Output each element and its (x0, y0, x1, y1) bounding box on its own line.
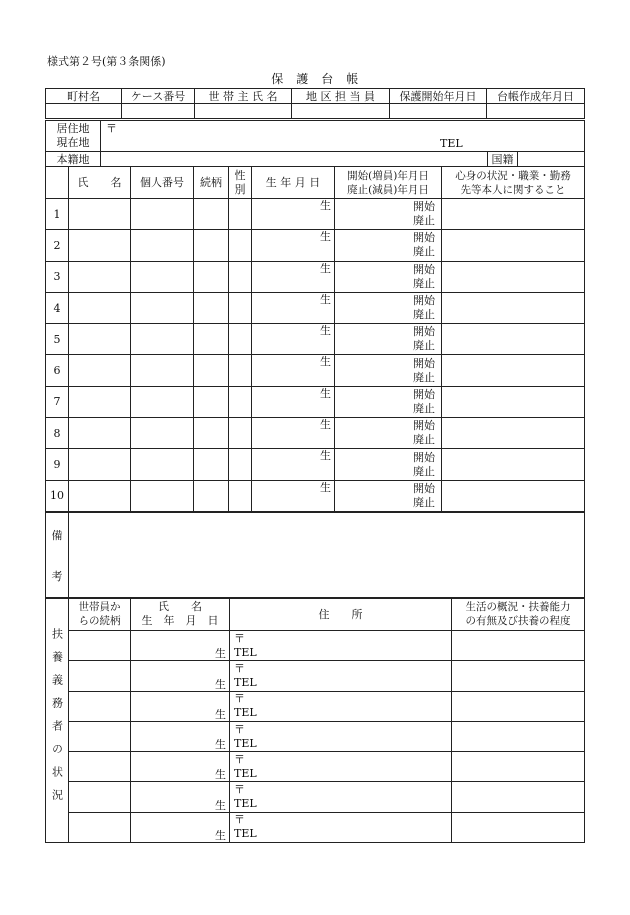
member-status-field[interactable] (442, 386, 585, 417)
member-personal-number-field[interactable] (131, 292, 194, 323)
supporter-relation-field[interactable] (69, 721, 131, 751)
supporter-birth-mark: 生 (215, 647, 226, 661)
header-table (45, 88, 585, 119)
member-start-end-field[interactable] (335, 480, 442, 511)
member-row (46, 449, 585, 480)
residence-label: 居住地 (56, 122, 90, 135)
member-sex-field[interactable] (229, 480, 252, 511)
birth-mark: 生 (320, 292, 331, 306)
member-row-number: 3 (46, 261, 69, 292)
remarks-label (46, 513, 69, 599)
member-status-field[interactable] (442, 324, 585, 355)
postal-mark: 〒 (106, 122, 117, 135)
sex-header-line1: 性 (234, 168, 246, 182)
member-row (46, 292, 585, 323)
member-row (46, 324, 585, 355)
supporter-tel-label: TEL (234, 827, 257, 841)
member-relation-field[interactable] (194, 418, 229, 449)
member-name-field[interactable] (69, 292, 131, 323)
supporter-postal-mark: 〒 (234, 661, 245, 675)
start-label: 開始 (413, 387, 435, 401)
member-birth-field[interactable] (252, 386, 335, 417)
member-birth-field[interactable] (252, 355, 335, 386)
member-birth-field[interactable] (252, 480, 335, 511)
supporter-row (46, 631, 585, 661)
member-relation-field[interactable] (194, 199, 229, 230)
supporter-relation-field[interactable] (69, 661, 131, 691)
members-table (45, 166, 585, 512)
supporter-relation-field[interactable] (69, 782, 131, 812)
protection-start-header: 保護開始年月日 (390, 89, 487, 104)
member-sex-field[interactable] (229, 199, 252, 230)
supporter-postal-mark: 〒 (234, 813, 245, 827)
town-field[interactable] (46, 104, 122, 119)
member-birth-field[interactable] (252, 292, 335, 323)
supporter-address-field[interactable] (230, 721, 452, 751)
member-row-number: 10 (46, 480, 69, 511)
birth-mark: 生 (320, 386, 331, 400)
member-start-end-field[interactable] (335, 292, 442, 323)
member-start-end-field[interactable] (335, 199, 442, 230)
start-label: 開始 (413, 294, 435, 308)
member-relation-field[interactable] (194, 480, 229, 511)
supporter-postal-mark: 〒 (234, 783, 245, 797)
member-relation-field[interactable] (194, 324, 229, 355)
member-start-end-field[interactable] (335, 355, 442, 386)
end-label: 廃止 (413, 308, 435, 322)
member-status-field[interactable] (442, 355, 585, 386)
member-start-end-field[interactable] (335, 261, 442, 292)
start-label: 開始 (413, 200, 435, 214)
town-header: 町村名 (46, 89, 122, 104)
member-status-header (442, 167, 585, 199)
member-sex-field[interactable] (229, 292, 252, 323)
end-label: 廃止 (413, 401, 435, 415)
member-name-field[interactable] (69, 355, 131, 386)
tel-label: TEL (440, 137, 463, 150)
supporters-table (45, 597, 585, 843)
member-row (46, 355, 585, 386)
supporter-name-header (131, 598, 230, 631)
district-officer-header: 地 区 担 当 員 (292, 89, 390, 104)
supporter-relation-field[interactable] (69, 691, 131, 721)
start-label: 開始 (413, 419, 435, 433)
supporter-relation-header (69, 598, 131, 631)
member-start-end-field[interactable] (335, 418, 442, 449)
domicile-field[interactable] (101, 152, 488, 167)
supporter-birth-field[interactable] (131, 661, 230, 691)
member-personal-number-field[interactable] (131, 449, 194, 480)
remarks-label-2: 考 (51, 569, 63, 583)
member-name-field[interactable] (69, 480, 131, 511)
start-label: 開始 (413, 231, 435, 245)
member-personal-number-field[interactable] (131, 418, 194, 449)
end-label: 廃止 (413, 464, 435, 478)
ledger-created-header: 台帳作成年月日 (487, 89, 585, 104)
birth-mark: 生 (320, 324, 331, 338)
supporter-birth-field[interactable] (131, 812, 230, 842)
supporter-row (46, 721, 585, 751)
start-label: 開始 (413, 450, 435, 464)
start-label: 開始 (413, 356, 435, 370)
supporter-relation-field[interactable] (69, 752, 131, 782)
member-personal-number-field[interactable] (131, 386, 194, 417)
member-row-number: 6 (46, 355, 69, 386)
supporter-postal-mark: 〒 (234, 631, 245, 645)
member-start-end-field[interactable] (335, 230, 442, 261)
supporter-row (46, 752, 585, 782)
member-birth-field[interactable] (252, 449, 335, 480)
member-birth-field[interactable] (252, 324, 335, 355)
supporter-row (46, 661, 585, 691)
birth-mark: 生 (320, 230, 331, 244)
member-personal-number-field[interactable] (131, 199, 194, 230)
birth-mark: 生 (320, 355, 331, 369)
supporters-side-text: 扶養義務者の状況 (50, 628, 64, 813)
supporter-tel-label: TEL (234, 706, 257, 720)
district-officer-field[interactable] (292, 104, 390, 119)
member-row (46, 199, 585, 230)
member-start-end-field[interactable] (335, 324, 442, 355)
household-head-header: 世 帯 主 氏 名 (195, 89, 292, 104)
birth-mark: 生 (320, 418, 331, 432)
supporter-address-field[interactable] (230, 661, 452, 691)
domicile-label: 本籍地 (46, 152, 101, 167)
supporter-row (46, 782, 585, 812)
member-row (46, 230, 585, 261)
member-name-field[interactable] (69, 418, 131, 449)
supporter-name-line1: 氏 名 (158, 600, 202, 613)
member-status-field[interactable] (442, 292, 585, 323)
member-personal-number-field[interactable] (131, 480, 194, 511)
form-number: 様式第２号(第３条関係) (47, 55, 166, 68)
end-label: 廃止 (413, 433, 435, 447)
row-number-header (46, 167, 69, 199)
member-start-end-field[interactable] (335, 449, 442, 480)
member-status-field[interactable] (442, 230, 585, 261)
member-relation-field[interactable] (194, 292, 229, 323)
birth-mark: 生 (320, 449, 331, 463)
member-row-number: 5 (46, 324, 69, 355)
supporter-life-field[interactable] (452, 721, 585, 751)
page-title: 保 護 台 帳 (271, 72, 359, 86)
remarks-label-1: 備 (51, 528, 63, 542)
supporter-relation-line1: 世帯員か (78, 601, 121, 613)
supporter-birth-field[interactable] (131, 782, 230, 812)
supporter-row (46, 691, 585, 721)
start-header-line2: 廃止(減員)年月日 (347, 183, 429, 196)
member-row (46, 418, 585, 449)
supporter-birth-mark: 生 (215, 707, 226, 721)
birth-mark: 生 (320, 480, 331, 494)
member-status-field[interactable] (442, 261, 585, 292)
member-status-field[interactable] (442, 480, 585, 511)
supporter-tel-label: TEL (234, 675, 257, 689)
supporter-life-field[interactable] (452, 752, 585, 782)
member-name-header: 氏 名 (69, 167, 131, 199)
member-birth-field[interactable] (252, 261, 335, 292)
sex-header (229, 167, 252, 199)
member-row (46, 386, 585, 417)
supporter-life-line2: の有無及び扶養の程度 (465, 615, 571, 627)
supporter-life-field[interactable] (452, 631, 585, 661)
end-label: 廃止 (413, 339, 435, 353)
end-label: 廃止 (413, 214, 435, 228)
member-sex-field[interactable] (229, 230, 252, 261)
supporter-life-field[interactable] (452, 782, 585, 812)
supporter-tel-label: TEL (234, 736, 257, 750)
nationality-field[interactable] (518, 152, 585, 167)
protection-start-field[interactable] (390, 104, 487, 119)
supporter-name-line2: 生 年 月 日 (141, 614, 219, 627)
member-status-field[interactable] (442, 199, 585, 230)
member-birth-field[interactable] (252, 230, 335, 261)
supporter-address-field[interactable] (230, 691, 452, 721)
member-status-field[interactable] (442, 418, 585, 449)
member-row-number: 8 (46, 418, 69, 449)
member-sex-field[interactable] (229, 355, 252, 386)
member-personal-number-field[interactable] (131, 355, 194, 386)
ledger-created-field[interactable] (487, 104, 585, 119)
nationality-label: 国籍 (488, 152, 518, 167)
supporter-life-field[interactable] (452, 691, 585, 721)
supporter-birth-field[interactable] (131, 631, 230, 661)
supporter-birth-mark: 生 (215, 677, 226, 691)
start-label: 開始 (413, 262, 435, 276)
supporter-address-field[interactable] (230, 812, 452, 842)
supporter-relation-field[interactable] (69, 812, 131, 842)
member-sex-field[interactable] (229, 324, 252, 355)
supporter-tel-label: TEL (234, 797, 257, 811)
member-name-field[interactable] (69, 230, 131, 261)
household-head-field[interactable] (195, 104, 292, 119)
start-label: 開始 (413, 481, 435, 495)
status-header-line2: 先等本人に関すること (460, 183, 566, 196)
remarks-field[interactable] (69, 513, 585, 599)
supporter-address-field[interactable] (230, 752, 452, 782)
supporter-birth-mark: 生 (215, 798, 226, 812)
end-label: 廃止 (413, 370, 435, 384)
remarks-table (45, 512, 585, 599)
supporter-birth-mark: 生 (215, 768, 226, 782)
end-label: 廃止 (413, 276, 435, 290)
supporter-address-field[interactable] (230, 782, 452, 812)
supporter-address-header: 住 所 (230, 598, 452, 631)
supporter-postal-mark: 〒 (234, 722, 245, 736)
end-label: 廃止 (413, 495, 435, 509)
member-start-end-field[interactable] (335, 386, 442, 417)
member-personal-number-field[interactable] (131, 324, 194, 355)
start-label: 開始 (413, 325, 435, 339)
member-sex-field[interactable] (229, 261, 252, 292)
supporter-life-field[interactable] (452, 812, 585, 842)
member-sex-field[interactable] (229, 418, 252, 449)
supporter-life-line1: 生活の概況・扶養能力 (465, 601, 571, 613)
case-number-header: ケース番号 (122, 89, 195, 104)
member-relation-field[interactable] (194, 449, 229, 480)
supporter-relation-field[interactable] (69, 631, 131, 661)
supporter-life-field[interactable] (452, 661, 585, 691)
member-name-field[interactable] (69, 324, 131, 355)
birth-mark: 生 (320, 261, 331, 275)
member-row (46, 480, 585, 511)
address-table (45, 120, 585, 167)
member-sex-field[interactable] (229, 449, 252, 480)
member-name-field[interactable] (69, 199, 131, 230)
supporters-side-label (46, 598, 69, 843)
supporter-postal-mark: 〒 (234, 692, 245, 706)
supporter-postal-mark: 〒 (234, 752, 245, 766)
supporter-relation-line2: らの続柄 (78, 615, 121, 627)
current-location-label: 現在地 (56, 136, 90, 149)
member-name-field[interactable] (69, 261, 131, 292)
supporter-row (46, 812, 585, 842)
member-birth-field[interactable] (252, 418, 335, 449)
member-relation-field[interactable] (194, 355, 229, 386)
member-row-number: 7 (46, 386, 69, 417)
address-label-cell (46, 121, 101, 152)
member-name-field[interactable] (69, 386, 131, 417)
member-relation-field[interactable] (194, 230, 229, 261)
member-row-number: 4 (46, 292, 69, 323)
member-status-field[interactable] (442, 449, 585, 480)
member-relation-field[interactable] (194, 386, 229, 417)
member-relation-field[interactable] (194, 261, 229, 292)
member-row (46, 261, 585, 292)
address-field[interactable] (101, 121, 585, 152)
case-number-field[interactable] (122, 104, 195, 119)
member-personal-number-field[interactable] (131, 230, 194, 261)
start-end-header (335, 167, 442, 199)
member-birth-field[interactable] (252, 199, 335, 230)
member-row-number: 9 (46, 449, 69, 480)
supporter-birth-field[interactable] (131, 691, 230, 721)
end-label: 廃止 (413, 245, 435, 259)
sex-header-line2: 別 (234, 182, 246, 196)
supporter-life-header (452, 598, 585, 631)
supporter-birth-mark: 生 (215, 829, 226, 843)
supporter-tel-label: TEL (234, 766, 257, 780)
start-header-line1: 開始(増員)年月日 (347, 169, 429, 182)
supporter-birth-field[interactable] (131, 752, 230, 782)
member-name-field[interactable] (69, 449, 131, 480)
supporter-address-field[interactable] (230, 631, 452, 661)
birth-mark: 生 (320, 199, 331, 212)
personal-number-header: 個人番号 (131, 167, 194, 199)
member-sex-field[interactable] (229, 386, 252, 417)
supporter-tel-label: TEL (234, 645, 257, 659)
supporter-birth-mark: 生 (215, 738, 226, 752)
status-header-line1: 心身の状況・職業・勤務 (455, 169, 571, 182)
birth-date-header: 生 年 月 日 (252, 167, 335, 199)
member-row-number: 1 (46, 199, 69, 230)
member-row-number: 2 (46, 230, 69, 261)
relation-header: 続柄 (194, 167, 229, 199)
member-personal-number-field[interactable] (131, 261, 194, 292)
supporter-birth-field[interactable] (131, 721, 230, 751)
